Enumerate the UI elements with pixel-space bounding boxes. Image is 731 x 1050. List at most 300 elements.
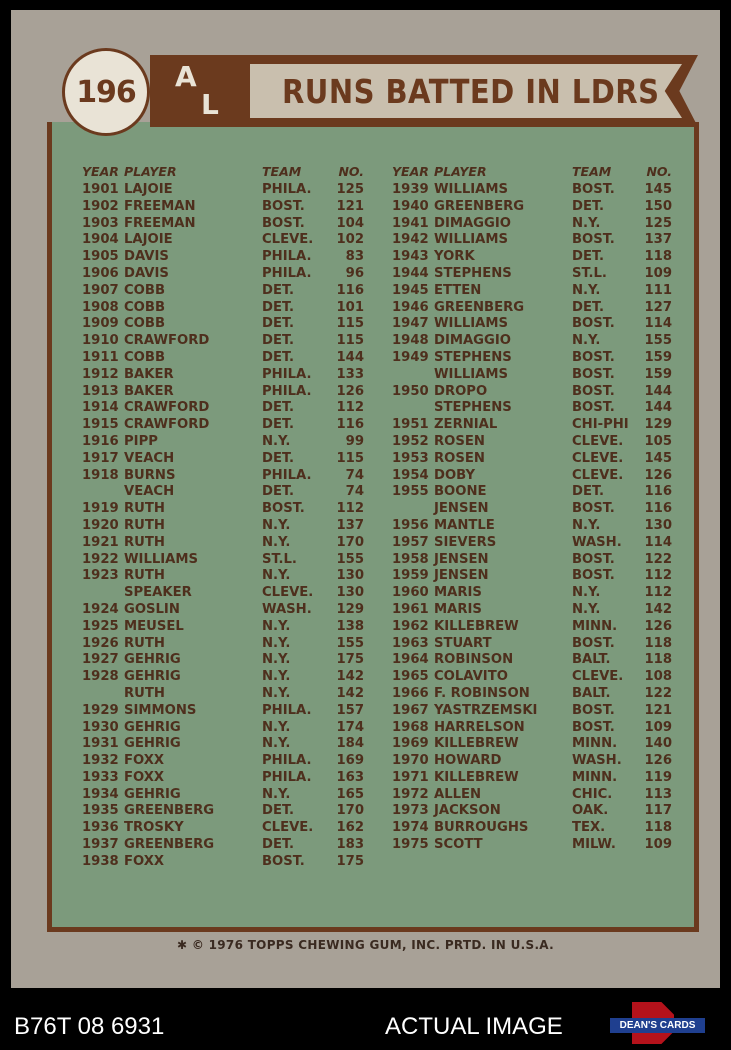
row-team: DET. xyxy=(572,198,604,214)
row-player: MARIS xyxy=(434,585,482,601)
table-row xyxy=(392,417,672,434)
table-row xyxy=(392,350,672,367)
table-row xyxy=(392,182,672,199)
table-row xyxy=(392,703,672,720)
row-team: N.Y. xyxy=(572,333,601,349)
row-rbi: 116 xyxy=(336,282,364,298)
row-rbi: 118 xyxy=(644,249,672,265)
row-player: WILLIAMS xyxy=(434,232,508,248)
row-year: 1933 xyxy=(82,769,119,785)
row-rbi: 116 xyxy=(644,501,672,517)
row-rbi: 112 xyxy=(336,501,364,517)
row-year: 1920 xyxy=(82,517,119,533)
row-year: 1904 xyxy=(82,232,119,248)
row-player: MEUSEL xyxy=(124,618,184,634)
row-team: DET. xyxy=(262,803,294,819)
row-rbi: 170 xyxy=(336,803,364,819)
table-row xyxy=(82,552,364,569)
row-player: FOXX xyxy=(124,853,165,869)
row-year: 1915 xyxy=(82,417,119,433)
copyright-footer xyxy=(0,938,731,952)
row-year: 1967 xyxy=(392,702,429,718)
row-player: ALLEN xyxy=(434,786,482,802)
table-row xyxy=(392,602,672,619)
row-player: GEHRIG xyxy=(124,719,181,735)
row-rbi: 145 xyxy=(644,450,672,466)
row-year: 1966 xyxy=(392,685,429,701)
row-year: 1956 xyxy=(392,517,429,533)
row-year: 1945 xyxy=(392,282,429,298)
row-player: GOSLIN xyxy=(124,601,180,617)
row-year: 1962 xyxy=(392,618,429,634)
row-year: 1902 xyxy=(82,198,119,214)
header-no: NO. xyxy=(338,164,364,179)
table-row xyxy=(82,619,364,636)
row-team: N.Y. xyxy=(262,652,291,668)
table-row xyxy=(82,787,364,804)
row-player: PIPP xyxy=(124,433,158,449)
row-player: ZERNIAL xyxy=(434,417,498,433)
row-year: 1919 xyxy=(82,501,119,517)
row-year: 1953 xyxy=(392,450,429,466)
header-team: TEAM xyxy=(572,164,612,179)
row-team: BOST. xyxy=(572,551,615,567)
table-row xyxy=(392,736,672,753)
row-team: PHILA. xyxy=(262,769,312,785)
row-team: BOST. xyxy=(262,215,305,231)
table-row xyxy=(392,619,672,636)
row-rbi: 112 xyxy=(644,568,672,584)
row-year: 1911 xyxy=(82,349,119,365)
row-rbi: 138 xyxy=(336,618,364,634)
row-player: YASTRZEMSKI xyxy=(434,702,538,718)
row-rbi: 118 xyxy=(644,820,672,836)
table-row xyxy=(82,518,364,535)
table-row xyxy=(392,468,672,485)
row-team: BOST. xyxy=(572,316,615,332)
table-row xyxy=(82,400,364,417)
row-year: 1961 xyxy=(392,601,429,617)
table-row xyxy=(392,535,672,552)
row-team: N.Y. xyxy=(262,669,291,685)
left-column-header xyxy=(82,164,364,182)
row-team: BOST. xyxy=(262,501,305,517)
left-rows xyxy=(82,182,364,871)
row-year: 1972 xyxy=(392,786,429,802)
row-year: 1929 xyxy=(82,702,119,718)
row-rbi: 83 xyxy=(345,249,364,265)
row-rbi: 126 xyxy=(336,383,364,399)
row-year: 1925 xyxy=(82,618,119,634)
row-team: DET. xyxy=(262,484,294,500)
row-year: 1939 xyxy=(392,182,429,197)
row-player: COBB xyxy=(124,349,165,365)
row-rbi: 122 xyxy=(644,685,672,701)
row-team: BOST. xyxy=(572,568,615,584)
row-team: DET. xyxy=(262,333,294,349)
row-player: GREENBERG xyxy=(124,803,215,819)
row-year: 1974 xyxy=(392,820,429,836)
table-row xyxy=(392,232,672,249)
row-year: 1912 xyxy=(82,366,119,382)
table-row xyxy=(392,652,672,669)
row-year: 1964 xyxy=(392,652,429,668)
row-team: N.Y. xyxy=(572,601,601,617)
row-team: N.Y. xyxy=(262,568,291,584)
row-rbi: 125 xyxy=(644,215,672,231)
row-team: DET. xyxy=(262,299,294,315)
row-rbi: 102 xyxy=(336,232,364,248)
row-team: ST.L. xyxy=(572,265,607,281)
row-year: 1924 xyxy=(82,601,119,617)
row-player: RUTH xyxy=(124,501,165,517)
row-player: WILLIAMS xyxy=(434,366,508,382)
row-year: 1975 xyxy=(392,837,429,853)
row-player: WILLIAMS xyxy=(434,316,508,332)
row-team: MINN. xyxy=(572,736,618,752)
row-team: PHILA. xyxy=(262,753,312,769)
table-row xyxy=(82,199,364,216)
row-player: DIMAGGIO xyxy=(434,215,511,231)
row-team: BOST. xyxy=(572,383,615,399)
row-rbi: 175 xyxy=(336,853,364,869)
row-team: PHILA. xyxy=(262,249,312,265)
row-player: GREENBERG xyxy=(434,299,525,315)
row-team: CHI-PHI xyxy=(572,417,629,433)
table-row xyxy=(82,854,364,871)
row-year: 1934 xyxy=(82,786,119,802)
row-rbi: 145 xyxy=(644,182,672,197)
row-player: DAVIS xyxy=(124,249,169,265)
row-rbi: 117 xyxy=(644,803,672,819)
row-rbi: 155 xyxy=(644,333,672,349)
row-rbi: 113 xyxy=(644,786,672,802)
table-row xyxy=(82,249,364,266)
table-row xyxy=(82,350,364,367)
table-row xyxy=(392,518,672,535)
row-team: CLEVE. xyxy=(262,232,314,248)
row-rbi: 130 xyxy=(336,568,364,584)
row-rbi: 130 xyxy=(644,517,672,533)
table-row xyxy=(82,417,364,434)
table-row xyxy=(82,434,364,451)
row-year: 1921 xyxy=(82,534,119,550)
header-no: NO. xyxy=(646,164,672,179)
row-rbi: 159 xyxy=(644,366,672,382)
row-year: 1971 xyxy=(392,769,429,785)
table-row xyxy=(82,484,364,501)
row-player: HOWARD xyxy=(434,753,502,769)
row-rbi: 112 xyxy=(336,400,364,416)
table-row xyxy=(392,770,672,787)
row-rbi: 109 xyxy=(644,265,672,281)
row-player: SIMMONS xyxy=(124,702,197,718)
row-team: MINN. xyxy=(572,618,618,634)
row-rbi: 155 xyxy=(336,635,364,651)
row-rbi: 133 xyxy=(336,366,364,382)
row-year: 1943 xyxy=(392,249,429,265)
row-team: WASH. xyxy=(572,753,622,769)
row-rbi: 169 xyxy=(336,753,364,769)
row-player: CRAWFORD xyxy=(124,400,210,416)
header-player: PLAYER xyxy=(434,164,487,179)
row-player: LAJOIE xyxy=(124,232,173,248)
row-rbi: 144 xyxy=(644,400,672,416)
row-year: 1950 xyxy=(392,383,429,399)
row-rbi: 144 xyxy=(644,383,672,399)
row-year: 1938 xyxy=(82,853,119,869)
baseball-icon xyxy=(62,48,150,136)
row-rbi: 137 xyxy=(336,517,364,533)
row-player: JENSEN xyxy=(434,568,489,584)
row-player: MARIS xyxy=(434,601,482,617)
row-year: 1930 xyxy=(82,719,119,735)
row-team: DET. xyxy=(262,400,294,416)
table-row xyxy=(82,535,364,552)
row-rbi: 163 xyxy=(336,769,364,785)
row-team: BOST. xyxy=(262,198,305,214)
row-rbi: 105 xyxy=(644,433,672,449)
table-row xyxy=(82,753,364,770)
logo-ribbon: DEAN'S CARDS xyxy=(610,1018,705,1033)
row-rbi: 165 xyxy=(336,786,364,802)
table-row xyxy=(392,552,672,569)
row-year: 1923 xyxy=(82,568,119,584)
row-rbi: 142 xyxy=(336,669,364,685)
row-team: N.Y. xyxy=(262,635,291,651)
row-rbi: 119 xyxy=(644,769,672,785)
row-player: VEACH xyxy=(124,484,175,500)
row-player: GEHRIG xyxy=(124,652,181,668)
table-row xyxy=(82,182,364,199)
row-rbi: 112 xyxy=(644,585,672,601)
row-team: WASH. xyxy=(572,534,622,550)
table-row xyxy=(82,283,364,300)
table-row xyxy=(392,686,672,703)
table-row xyxy=(82,232,364,249)
row-player: BAKER xyxy=(124,366,174,382)
right-rows xyxy=(392,182,672,854)
row-player: COBB xyxy=(124,282,165,298)
row-rbi: 118 xyxy=(644,635,672,651)
row-year: 1942 xyxy=(392,232,429,248)
row-team: CLEVE. xyxy=(572,450,624,466)
row-player: WILLIAMS xyxy=(434,182,508,197)
row-year: 1959 xyxy=(392,568,429,584)
row-team: BOST. xyxy=(572,366,615,382)
row-player: RUTH xyxy=(124,568,165,584)
table-row xyxy=(392,216,672,233)
row-player: KILLEBREW xyxy=(434,618,519,634)
row-player: RUTH xyxy=(124,685,165,701)
row-year: 1947 xyxy=(392,316,429,332)
row-year: 1937 xyxy=(82,837,119,853)
row-year: 1958 xyxy=(392,551,429,567)
row-year: 1901 xyxy=(82,182,119,197)
row-player: DIMAGGIO xyxy=(434,333,511,349)
row-year: 1922 xyxy=(82,551,119,567)
row-year: 1935 xyxy=(82,803,119,819)
row-player: GREENBERG xyxy=(434,198,525,214)
header-year: YEAR xyxy=(392,164,429,179)
table-row xyxy=(82,367,364,384)
actual-image-label: ACTUAL IMAGE xyxy=(385,1013,563,1040)
row-rbi: 155 xyxy=(336,551,364,567)
table-row xyxy=(392,283,672,300)
row-rbi: 126 xyxy=(644,618,672,634)
card-title: RUNS BATTED IN LDRS xyxy=(282,72,660,111)
row-player: SIEVERS xyxy=(434,534,497,550)
table-row xyxy=(82,266,364,283)
row-team: N.Y. xyxy=(262,433,291,449)
table-row xyxy=(392,837,672,854)
row-rbi: 121 xyxy=(644,702,672,718)
row-rbi: 99 xyxy=(345,433,364,449)
row-team: CLEVE. xyxy=(572,669,624,685)
header-team: TEAM xyxy=(262,164,302,179)
row-year: 1968 xyxy=(392,719,429,735)
row-rbi: 129 xyxy=(336,601,364,617)
row-year: 1965 xyxy=(392,669,429,685)
row-rbi: 108 xyxy=(644,669,672,685)
row-player: GEHRIG xyxy=(124,736,181,752)
row-year: 1954 xyxy=(392,467,429,483)
row-team: WASH. xyxy=(262,601,312,617)
row-player: COLAVITO xyxy=(434,669,508,685)
row-rbi: 115 xyxy=(336,316,364,332)
row-year: 1931 xyxy=(82,736,119,752)
row-team: DET. xyxy=(572,484,604,500)
row-player: DOBY xyxy=(434,467,476,483)
row-year: 1909 xyxy=(82,316,119,332)
row-rbi: 127 xyxy=(644,299,672,315)
row-year: 1951 xyxy=(392,417,429,433)
table-row xyxy=(392,787,672,804)
row-rbi: 116 xyxy=(336,417,364,433)
row-year: 1917 xyxy=(82,450,119,466)
row-year: 1918 xyxy=(82,467,119,483)
table-row xyxy=(82,686,364,703)
row-rbi: 114 xyxy=(644,316,672,332)
row-team: BOST. xyxy=(262,853,305,869)
row-team: BOST. xyxy=(572,702,615,718)
row-team: PHILA. xyxy=(262,182,312,197)
row-player: RUTH xyxy=(124,635,165,651)
row-rbi: 121 xyxy=(336,198,364,214)
header-player: PLAYER xyxy=(124,164,177,179)
row-rbi: 129 xyxy=(644,417,672,433)
row-player: CRAWFORD xyxy=(124,417,210,433)
row-player: MANTLE xyxy=(434,517,495,533)
row-team: DET. xyxy=(572,299,604,315)
row-player: BOONE xyxy=(434,484,487,500)
row-player: SCOTT xyxy=(434,837,483,853)
row-year: 1973 xyxy=(392,803,429,819)
row-team: ST.L. xyxy=(262,551,297,567)
row-rbi: 104 xyxy=(336,215,364,231)
table-row xyxy=(392,803,672,820)
row-player: KILLEBREW xyxy=(434,769,519,785)
row-rbi: 144 xyxy=(336,349,364,365)
row-year: 1955 xyxy=(392,484,429,500)
row-year: 1910 xyxy=(82,333,119,349)
row-player: TROSKY xyxy=(124,820,184,836)
row-player: FREEMAN xyxy=(124,215,196,231)
row-rbi: 159 xyxy=(644,349,672,365)
row-player: JENSEN xyxy=(434,501,489,517)
row-player: JENSEN xyxy=(434,551,489,567)
row-year: 1960 xyxy=(392,585,429,601)
row-year: 1936 xyxy=(82,820,119,836)
sku-label: B76T 08 6931 xyxy=(14,1013,165,1040)
row-year: 1932 xyxy=(82,753,119,769)
row-year: 1940 xyxy=(392,198,429,214)
row-player: HARRELSON xyxy=(434,719,525,735)
table-row xyxy=(392,367,672,384)
row-player: COBB xyxy=(124,299,165,315)
row-player: STEPHENS xyxy=(434,349,512,365)
row-player: RUTH xyxy=(124,517,165,533)
table-row xyxy=(82,451,364,468)
row-year: 1946 xyxy=(392,299,429,315)
table-row xyxy=(82,703,364,720)
row-player: DROPO xyxy=(434,383,488,399)
table-row xyxy=(392,484,672,501)
table-row xyxy=(392,720,672,737)
row-player: ROSEN xyxy=(434,450,485,466)
row-team: CHIC. xyxy=(572,786,613,802)
row-team: N.Y. xyxy=(262,786,291,802)
row-team: N.Y. xyxy=(572,215,601,231)
row-rbi: 116 xyxy=(644,484,672,500)
row-player: DAVIS xyxy=(124,265,169,281)
row-year: 1928 xyxy=(82,669,119,685)
table-row xyxy=(82,652,364,669)
row-rbi: 74 xyxy=(345,467,364,483)
row-team: DET. xyxy=(572,249,604,265)
row-player: FREEMAN xyxy=(124,198,196,214)
row-team: PHILA. xyxy=(262,467,312,483)
row-team: N.Y. xyxy=(262,517,291,533)
table-row xyxy=(392,300,672,317)
card-number: 196 xyxy=(76,74,136,110)
row-player: WILLIAMS xyxy=(124,551,198,567)
table-row xyxy=(82,736,364,753)
row-rbi: 115 xyxy=(336,333,364,349)
row-player: FOXX xyxy=(124,753,165,769)
table-row xyxy=(82,568,364,585)
row-year: 1913 xyxy=(82,383,119,399)
table-row xyxy=(82,501,364,518)
row-team: N.Y. xyxy=(262,534,291,550)
table-row xyxy=(82,300,364,317)
row-rbi: 130 xyxy=(336,585,364,601)
row-rbi: 125 xyxy=(336,182,364,197)
row-team: BOST. xyxy=(572,400,615,416)
row-player: CRAWFORD xyxy=(124,333,210,349)
row-year: 1914 xyxy=(82,400,119,416)
table-row xyxy=(82,720,364,737)
row-player: GEHRIG xyxy=(124,669,181,685)
row-year: 1903 xyxy=(82,215,119,231)
row-player: SPEAKER xyxy=(124,585,192,601)
row-rbi: 184 xyxy=(336,736,364,752)
table-row xyxy=(82,636,364,653)
row-rbi: 183 xyxy=(336,837,364,853)
row-rbi: 126 xyxy=(644,753,672,769)
row-team: PHILA. xyxy=(262,383,312,399)
row-year: 1969 xyxy=(392,736,429,752)
